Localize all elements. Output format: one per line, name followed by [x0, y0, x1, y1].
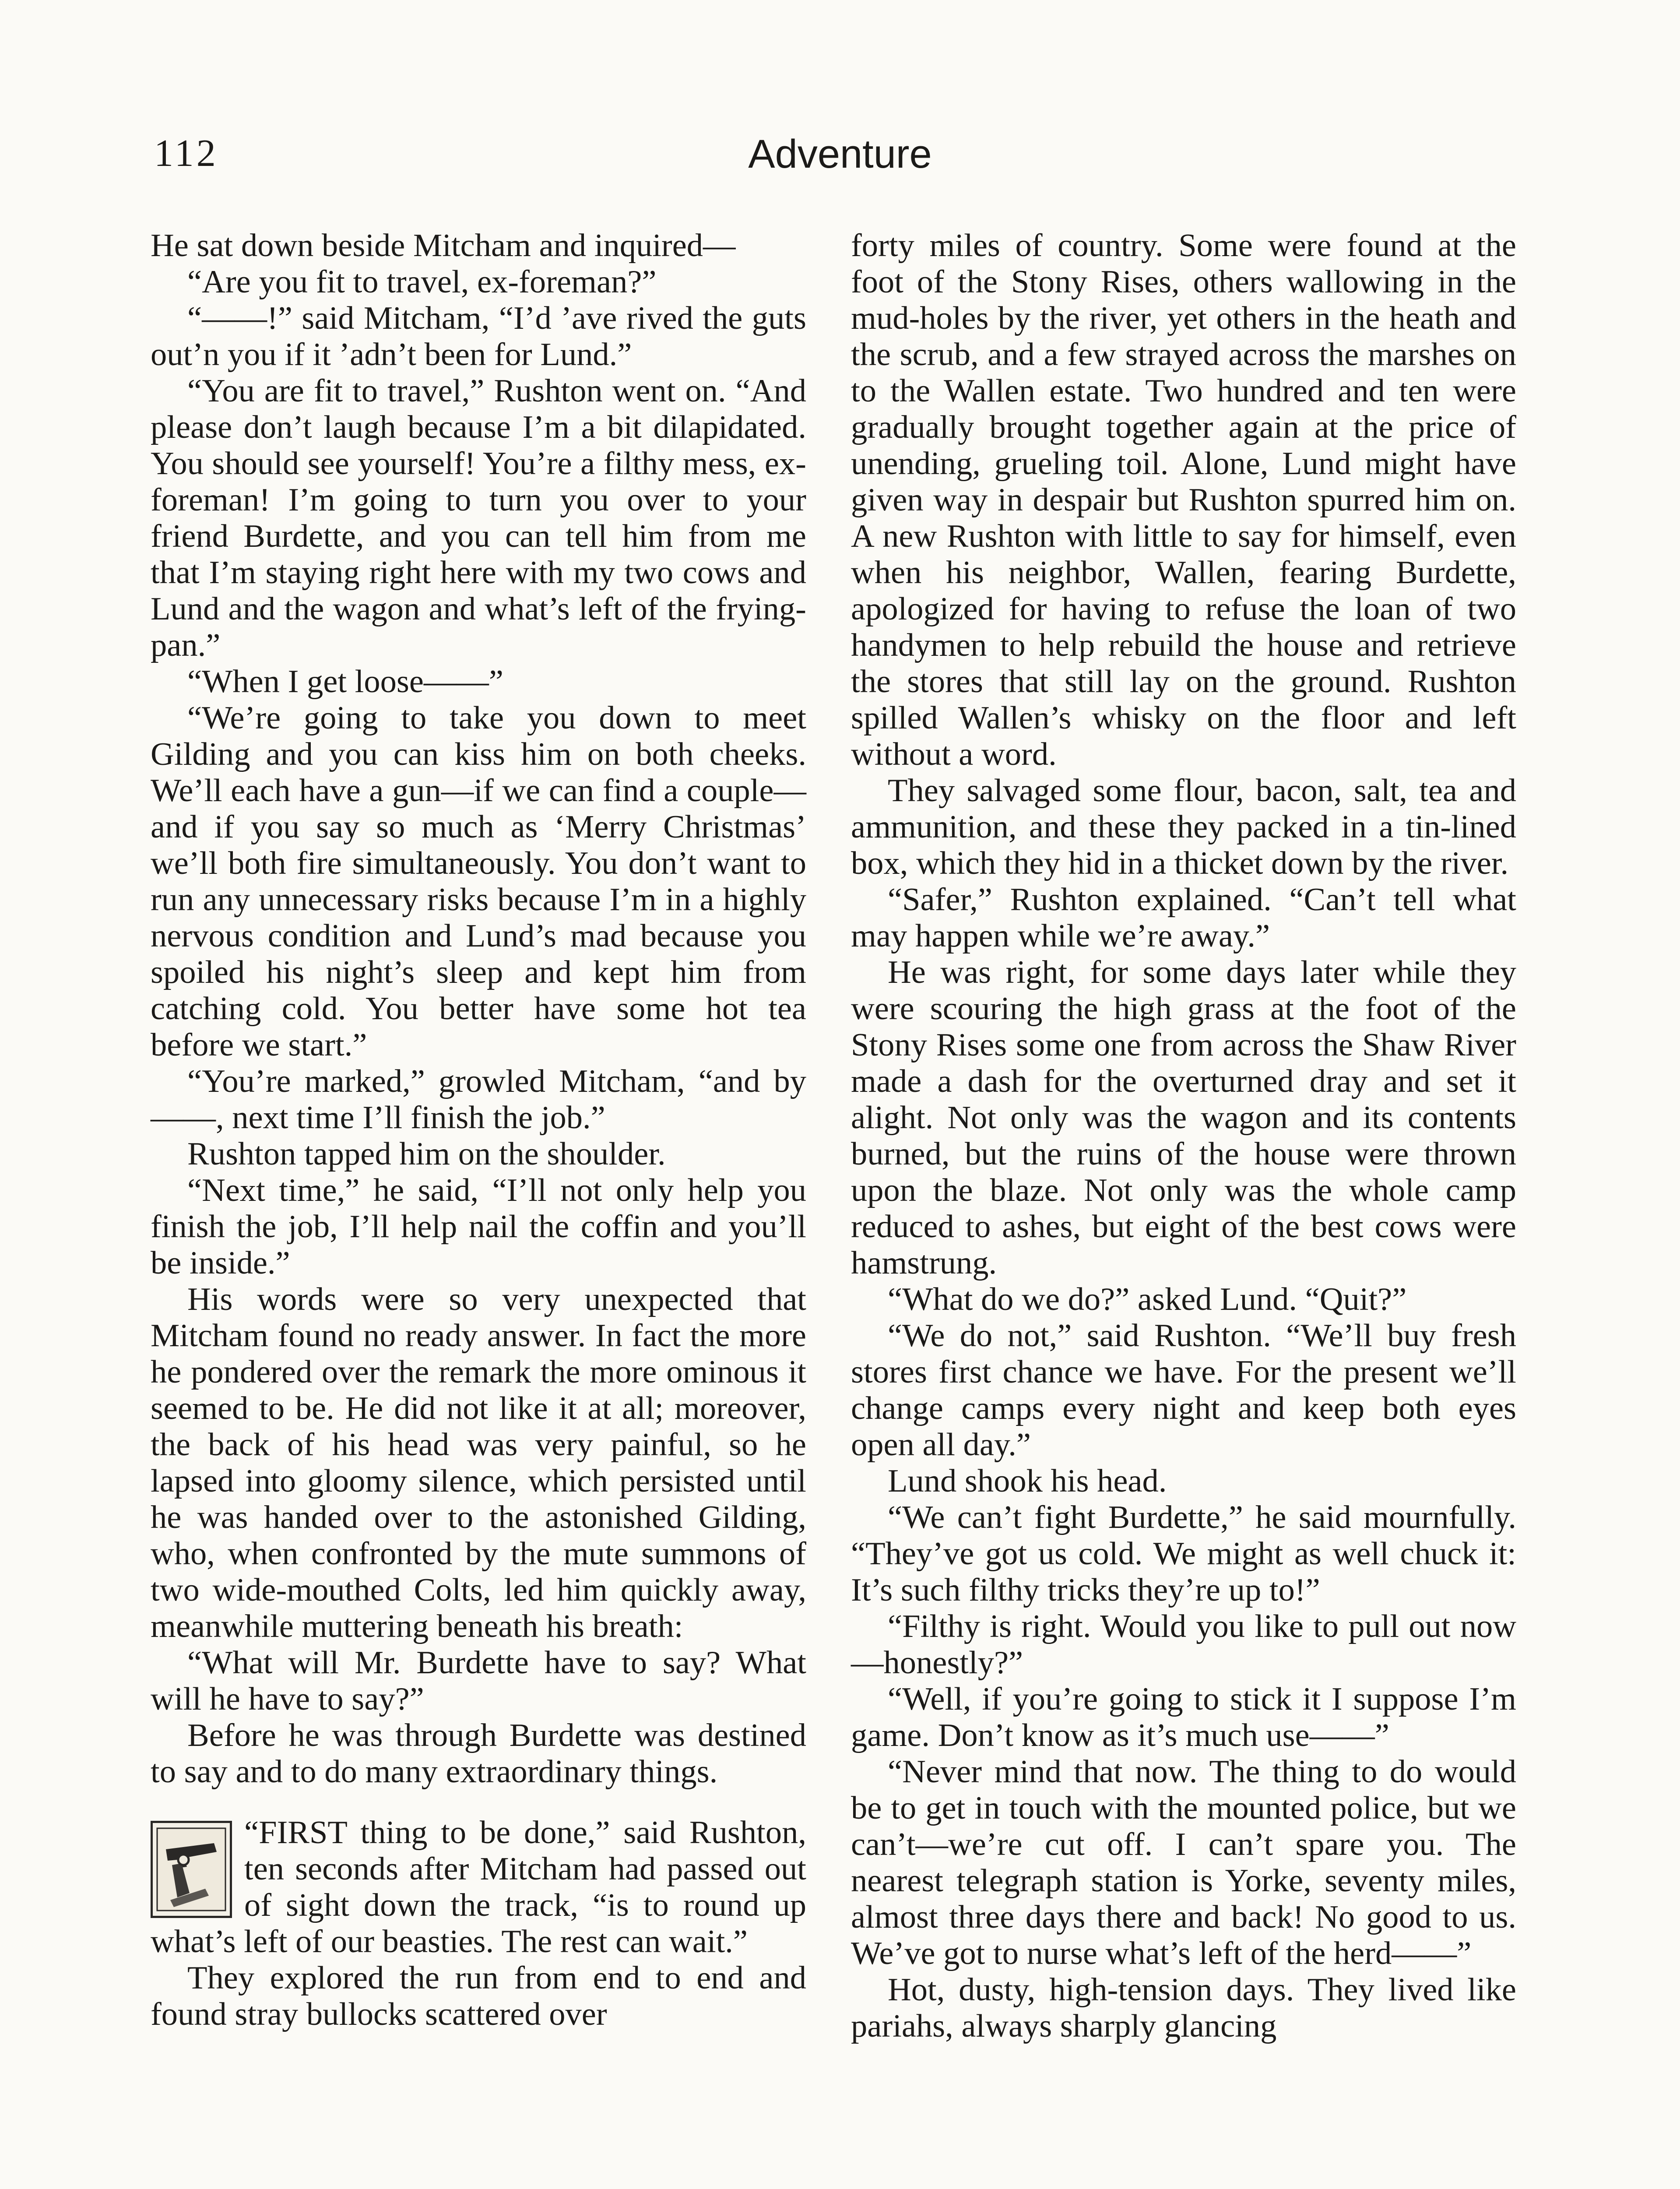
paragraph: “We’re going to take you down to meet Gilding and you can kiss him on both cheeks. We’ll each have a gun—if we can find a couple—and if you say so much as ‘Merry Christmas’ we’ll both fire simultaneously. You don’t want to run any unnecessary risks because I’m in a highly nervous condition and Lund’s mad because you spoiled his night’s sleep and kept him from catching cold. You better have some hot tea before we start.” [151, 700, 806, 1063]
paragraph: Lund shook his head. [888, 1463, 1167, 1499]
paragraph: Rushton tapped him on the shoulder. [187, 1136, 666, 1172]
paragraph: “Are you fit to travel, ex-foreman?” [187, 264, 657, 300]
paragraph: Hot, dusty, high-tension days. They lived like pariahs, always sharply glancing [851, 1972, 1516, 2044]
section-break-text: “FIRST thing to be done,” said Rushton, ten seconds after Mitcham had passed out of sight down the track, “is to round up what’s left of our beasties. The rest can wait.” [151, 1815, 806, 1960]
paragraph: “Next time,” he said, “I’ll not only help you finish the job, I’ll help nail the coffin and you’ll be inside.” [151, 1172, 806, 1281]
paragraph: “What will Mr. Burdette have to say? What will he have to say?” [151, 1645, 806, 1717]
paragraph: “You are fit to travel,” Rushton went on. “And please don’t laugh because I’m a bit dilapidated. You should see yourself! You’re a filthy mess, ex-foreman! I’m going to turn you over to your friend Burdette, and you can tell him from me that I’m staying right here with my two cows and Lund and the wagon and what’s left of the frying-pan.” [151, 373, 806, 663]
paragraph: “What do we do?” asked Lund. “Quit?” [888, 1281, 1407, 1317]
section-break-paragraph [151, 1815, 806, 1960]
paragraph: “You’re marked,” growled Mitcham, “and by ——, next time I’ll finish the job.” [151, 1063, 806, 1136]
paragraph: He sat down beside Mitcham and inquired— [151, 228, 736, 264]
left-column [151, 228, 806, 2033]
paragraph: “When I get loose——” [187, 664, 503, 700]
paragraph: His words were so very unexpected that Mitcham found no ready answer. In fact the more he pondered over the remark the more ominous it seemed to be. He did not like it at all; moreover, the back of his head was very painful, so he lapsed into gloomy silence, which persisted until he was handed over to the astonished Gilding, who, when confronted by the mute summons of two wide-mouthed Colts, led him quickly away, meanwhile muttering beneath his breath: [151, 1281, 806, 1644]
paragraph: He was right, for some days later while they were scouring the high grass at the foot of the Stony Rises some one from across the Shaw River made a dash for the overturned dray and set it alight. Not only was the wagon and its contents burned, but the ruins of the house were thrown upon the blaze. Not only was the whole camp reduced to ashes, but eight of the best cows were hamstrung. [851, 954, 1516, 1281]
paragraph: “Filthy is right. Would you like to pull out now—honestly?” [851, 1608, 1516, 1681]
paragraph: They explored the run from end to end and found stray bullocks scattered over [151, 1960, 806, 2032]
paragraph: “Never mind that now. The thing to do would be to get in touch with the mounted police, but we can’t—we’re cut off. I can’t spare you. The nearest telegraph station is Yorke, seventy miles, almost three days there and back! No good to us. We’ve got to nurse what’s left of the herd——” [851, 1754, 1516, 1971]
paragraph: “We do not,” said Rushton. “We’ll buy fresh stores first chance we have. For the present we’ll change camps every night and keep both eyes open all day.” [851, 1318, 1516, 1463]
paragraph: “Safer,” Rushton explained. “Can’t tell what may happen while we’re away.” [851, 882, 1516, 954]
paragraph: forty miles of country. Some were found at the foot of the Stony Rises, others wallowing in the mud-holes by the river, yet others in the heath and the scrub, and a few strayed across the marshes on to the Wallen estate. Two hundred and ten were gradually brought together again at the price of unending, grueling toil. Alone, Lund might have given way in despair but Rushton spurred him on. A new Rushton with little to say for himself, even when his neighbor, Wallen, fearing Burdette, apologized for having to refuse the loan of two handymen to help rebuild the house and retrieve the stores that still lay on the ground. Rushton spilled Wallen’s whisky on the floor and left without a word. [851, 228, 1516, 772]
right-column [851, 228, 1516, 2045]
revolver-icon [151, 1821, 232, 1918]
running-head: Adventure [748, 132, 932, 176]
paragraph: Before he was through Burdette was destined to say and to do many extraordinary things. [151, 1717, 806, 1790]
paragraph: “——!” said Mitcham, “I’d ’ave rived the guts out’n you if it ’adn’t been for Lund.” [151, 300, 806, 373]
paragraph: They salvaged some flour, bacon, salt, tea and ammunition, and these they packed in a tin-lined box, which they hid in a thicket down by the river. [851, 773, 1516, 881]
paragraph: “Well, if you’re going to stick it I suppose I’m game. Don’t know as it’s much use——” [851, 1681, 1516, 1753]
paragraph: “We can’t fight Burdette,” he said mournfully. “They’ve got us cold. We might as well chuck it: It’s such filthy tricks they’re up to!” [851, 1499, 1516, 1608]
page-number: 112 [154, 132, 218, 175]
